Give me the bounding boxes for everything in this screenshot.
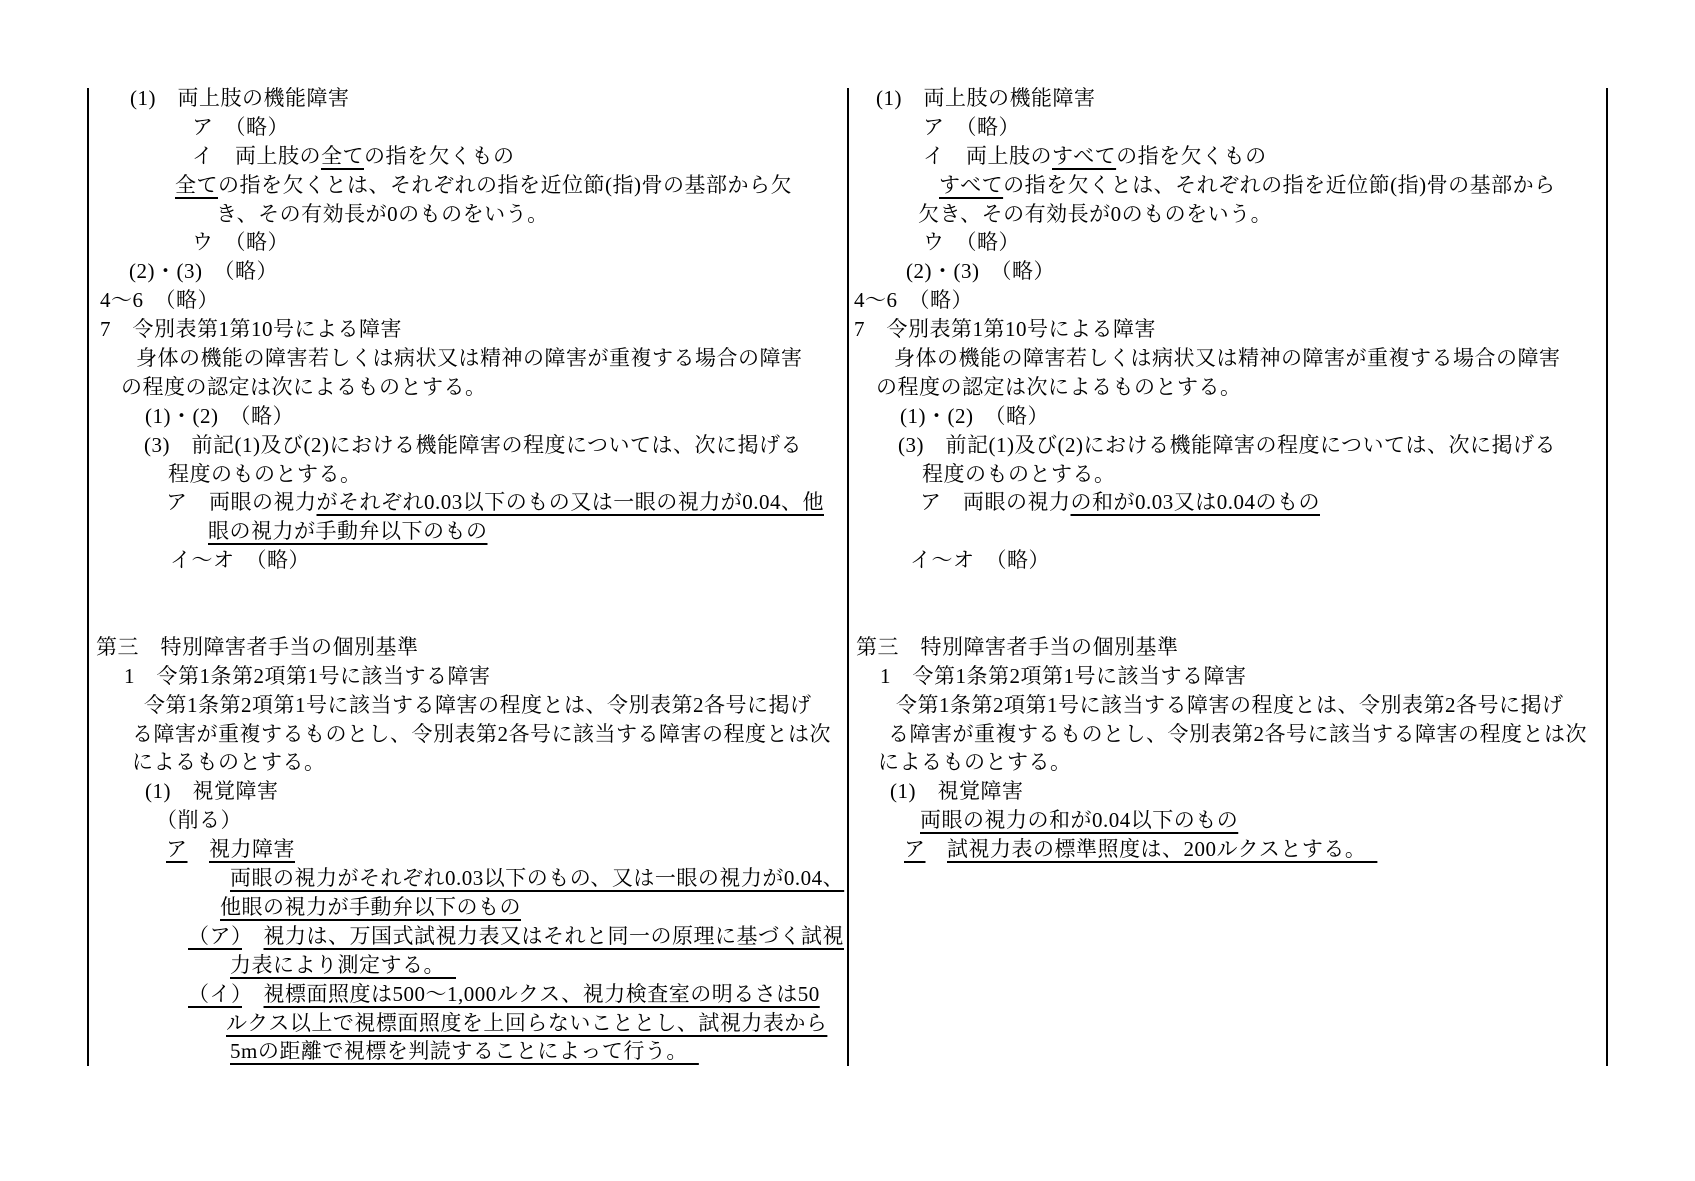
table-border-right (1606, 88, 1608, 1066)
underlined-text: 他眼の視力が手動弁以下のもの (220, 894, 521, 919)
text-line (96, 951, 806, 980)
text-segment: 令第1条第2項第1号に該当する障害の程度とは、令別表第2各号に掲げ (896, 692, 1564, 717)
underlined-text: 全て (175, 172, 218, 197)
underlined-text: すべて (939, 172, 1004, 197)
blank-line (854, 575, 1604, 604)
underlined-text: 視力障害 (209, 837, 295, 862)
text-segment: によるものとする。 (132, 750, 326, 775)
text-line (96, 546, 806, 575)
blank-line (854, 604, 1604, 633)
left-column (96, 84, 845, 1066)
text-segment: 程度のものとする。 (922, 461, 1116, 486)
text-line (96, 228, 806, 257)
right-column (854, 84, 1604, 864)
text-segment: る障害が重複するものとし、令別表第2各号に該当する障害の程度とは次 (132, 721, 831, 746)
text-line (854, 228, 1604, 257)
text-line (854, 835, 1604, 864)
text-line (854, 200, 1604, 229)
text-line (854, 748, 1604, 777)
text-segment: ア （略） (192, 114, 289, 139)
underlined-text: の和が0.03又は0.04のもの (1070, 490, 1320, 515)
text-segment: の程度の認定は次によるものとする。 (876, 374, 1242, 399)
text-line (96, 1037, 806, 1066)
text-line (96, 691, 812, 720)
underlined-text: ア (166, 837, 188, 862)
text-segment: 1 令第1条第2項第1号に該当する障害 (124, 663, 491, 688)
text-segment: 7 令別表第1第10号による障害 (854, 317, 1156, 342)
text-segment: (2)・(3) （略） (129, 259, 278, 284)
text-segment: 7 令別表第1第10号による障害 (100, 317, 402, 342)
text-line (854, 691, 1604, 720)
underlined-text: 両眼の視力の和が0.04以下のもの (920, 808, 1239, 833)
text-segment: の指を欠くもの (364, 143, 515, 168)
text-segment: (1) 両上肢の機能障害 (876, 86, 1096, 110)
column-divider (847, 88, 849, 1066)
text-segment: イ～オ （略） (910, 548, 1050, 573)
text-line (96, 662, 806, 691)
text-line (854, 344, 1604, 373)
text-line (854, 431, 1604, 460)
underlined-text: 力表により測定する。 (230, 952, 456, 977)
text-segment: 身体の機能の障害若しくは病状又は精神の障害が重複する場合の障害 (894, 346, 1561, 371)
text-line (854, 315, 1604, 344)
text-line (854, 720, 1604, 749)
text-segment: イ 両上肢の (192, 143, 321, 168)
underlined-text: （ア） (188, 923, 242, 948)
text-segment: イ～オ （略） (170, 548, 310, 573)
underlined-text: （イ） (188, 981, 242, 1006)
text-line (854, 777, 1604, 806)
text-segment: ウ （略） (192, 230, 289, 255)
text-segment: (1) 視覚障害 (145, 779, 279, 804)
text-line (96, 373, 806, 402)
text-line (96, 286, 806, 315)
text-segment: 4～6 （略） (100, 288, 219, 313)
blank-line (854, 517, 1604, 546)
underlined-text: がそれぞれ0.03以下のもの又は一眼の視力が0.04、他 (316, 490, 824, 515)
text-segment: 令第1条第2項第1号に該当する障害の程度とは、令別表第2各号に掲げ (144, 692, 812, 717)
text-line (96, 806, 806, 835)
underlined-text: 試視力表の標準照度は、200ルクスとする。 (947, 837, 1378, 862)
text-line (854, 113, 1604, 142)
text-line (96, 864, 845, 893)
text-segment (926, 837, 948, 861)
underlined-text: ア (904, 837, 926, 862)
underlined-text: すべて (1052, 143, 1117, 168)
text-segment: 欠き、その有効長が0のものをいう。 (918, 201, 1273, 226)
text-line (96, 113, 806, 142)
text-line (854, 460, 1604, 489)
text-segment: (3) 前記(1)及び(2)における機能障害の程度については、次に掲げる (144, 432, 803, 457)
text-segment: (1)・(2) （略） (145, 403, 294, 428)
text-segment: の指を欠くとは、それぞれの指を近位節(指)骨の基部から欠 (218, 172, 792, 197)
text-line (96, 720, 831, 749)
text-line (96, 980, 820, 1009)
text-line (854, 373, 1604, 402)
underlined-text: 両眼の視力がそれぞれ0.03以下のもの、又は一眼の視力が0.04、 (230, 866, 845, 891)
text-line (96, 748, 806, 777)
text-segment: 第三 特別障害者手当の個別基準 (856, 634, 1179, 659)
underlined-text: 全て (321, 143, 364, 168)
text-segment: ア 両眼の視力 (166, 490, 317, 515)
text-line (854, 633, 1604, 662)
text-line (854, 806, 1604, 835)
underlined-text: ルクス以上で視標面照度を上回らないこととし、試視力表から (226, 1010, 828, 1035)
text-line (96, 488, 824, 517)
underlined-text: 視標面照度は500～1,000ルクス、視力検査室の明るさは50 (263, 981, 820, 1006)
blank-line (96, 604, 806, 633)
text-segment: (3) 前記(1)及び(2)における機能障害の程度については、次に掲げる (898, 432, 1557, 457)
text-segment (188, 837, 210, 861)
text-segment: の程度の認定は次によるものとする。 (121, 374, 487, 399)
text-line (96, 431, 806, 460)
text-segment: (1) 両上肢の機能障害 (130, 86, 350, 110)
text-segment: の指を欠くとは、それぞれの指を近位節(指)骨の基部から (1003, 172, 1556, 197)
text-line (96, 922, 844, 951)
text-line (854, 488, 1604, 517)
text-line (854, 286, 1604, 315)
text-segment: 第三 特別障害者手当の個別基準 (96, 634, 419, 659)
text-line (96, 835, 806, 864)
text-line (854, 142, 1604, 171)
text-line (96, 517, 806, 546)
text-segment: 程度のものとする。 (168, 461, 362, 486)
text-segment: (1)・(2) （略） (900, 403, 1049, 428)
text-line (96, 142, 806, 171)
underlined-text: 5mの距離で視標を判読することによって行う。 (230, 1039, 699, 1064)
text-segment: の指を欠くもの (1116, 143, 1267, 168)
text-line (96, 84, 806, 113)
text-line (854, 546, 1604, 575)
text-segment: によるものとする。 (878, 750, 1072, 775)
text-segment: 身体の機能の障害若しくは病状又は精神の障害が重複する場合の障害 (136, 346, 803, 371)
text-segment: ア 両眼の視力 (920, 490, 1071, 515)
text-segment: ア （略） (923, 114, 1020, 139)
text-line (96, 344, 806, 373)
underlined-text: 視力は、万国式試視力表又はそれと同一の原理に基づく試視 (263, 923, 844, 948)
blank-line (96, 575, 806, 604)
text-segment: 1 令第1条第2項第1号に該当する障害 (880, 663, 1247, 688)
text-line (96, 460, 806, 489)
table-border-left (87, 88, 89, 1066)
text-segment: き、その有効長が0のものをいう。 (216, 201, 549, 226)
text-line (96, 777, 806, 806)
text-line (854, 662, 1604, 691)
text-segment: イ 両上肢の (923, 143, 1052, 168)
text-line (854, 84, 1604, 113)
text-line (96, 893, 806, 922)
text-line (854, 257, 1604, 286)
text-line (96, 257, 806, 286)
text-segment (242, 982, 264, 1006)
text-line (96, 171, 806, 200)
text-line (96, 1009, 828, 1038)
text-line (96, 633, 806, 662)
text-segment (242, 924, 264, 948)
text-line (96, 315, 806, 344)
text-line (854, 402, 1604, 431)
text-line (96, 200, 806, 229)
text-segment: （削る） (156, 808, 242, 833)
underlined-text: 眼の視力が手動弁以下のもの (208, 519, 488, 544)
text-segment: 4～6 （略） (854, 288, 973, 313)
text-segment: る障害が重複するものとし、令別表第2各号に該当する障害の程度とは次 (888, 721, 1587, 746)
text-segment: ウ （略） (923, 230, 1020, 255)
text-line (96, 402, 806, 431)
text-segment: (1) 視覚障害 (890, 779, 1024, 804)
text-line (854, 171, 1604, 200)
text-segment: (2)・(3) （略） (906, 259, 1055, 284)
